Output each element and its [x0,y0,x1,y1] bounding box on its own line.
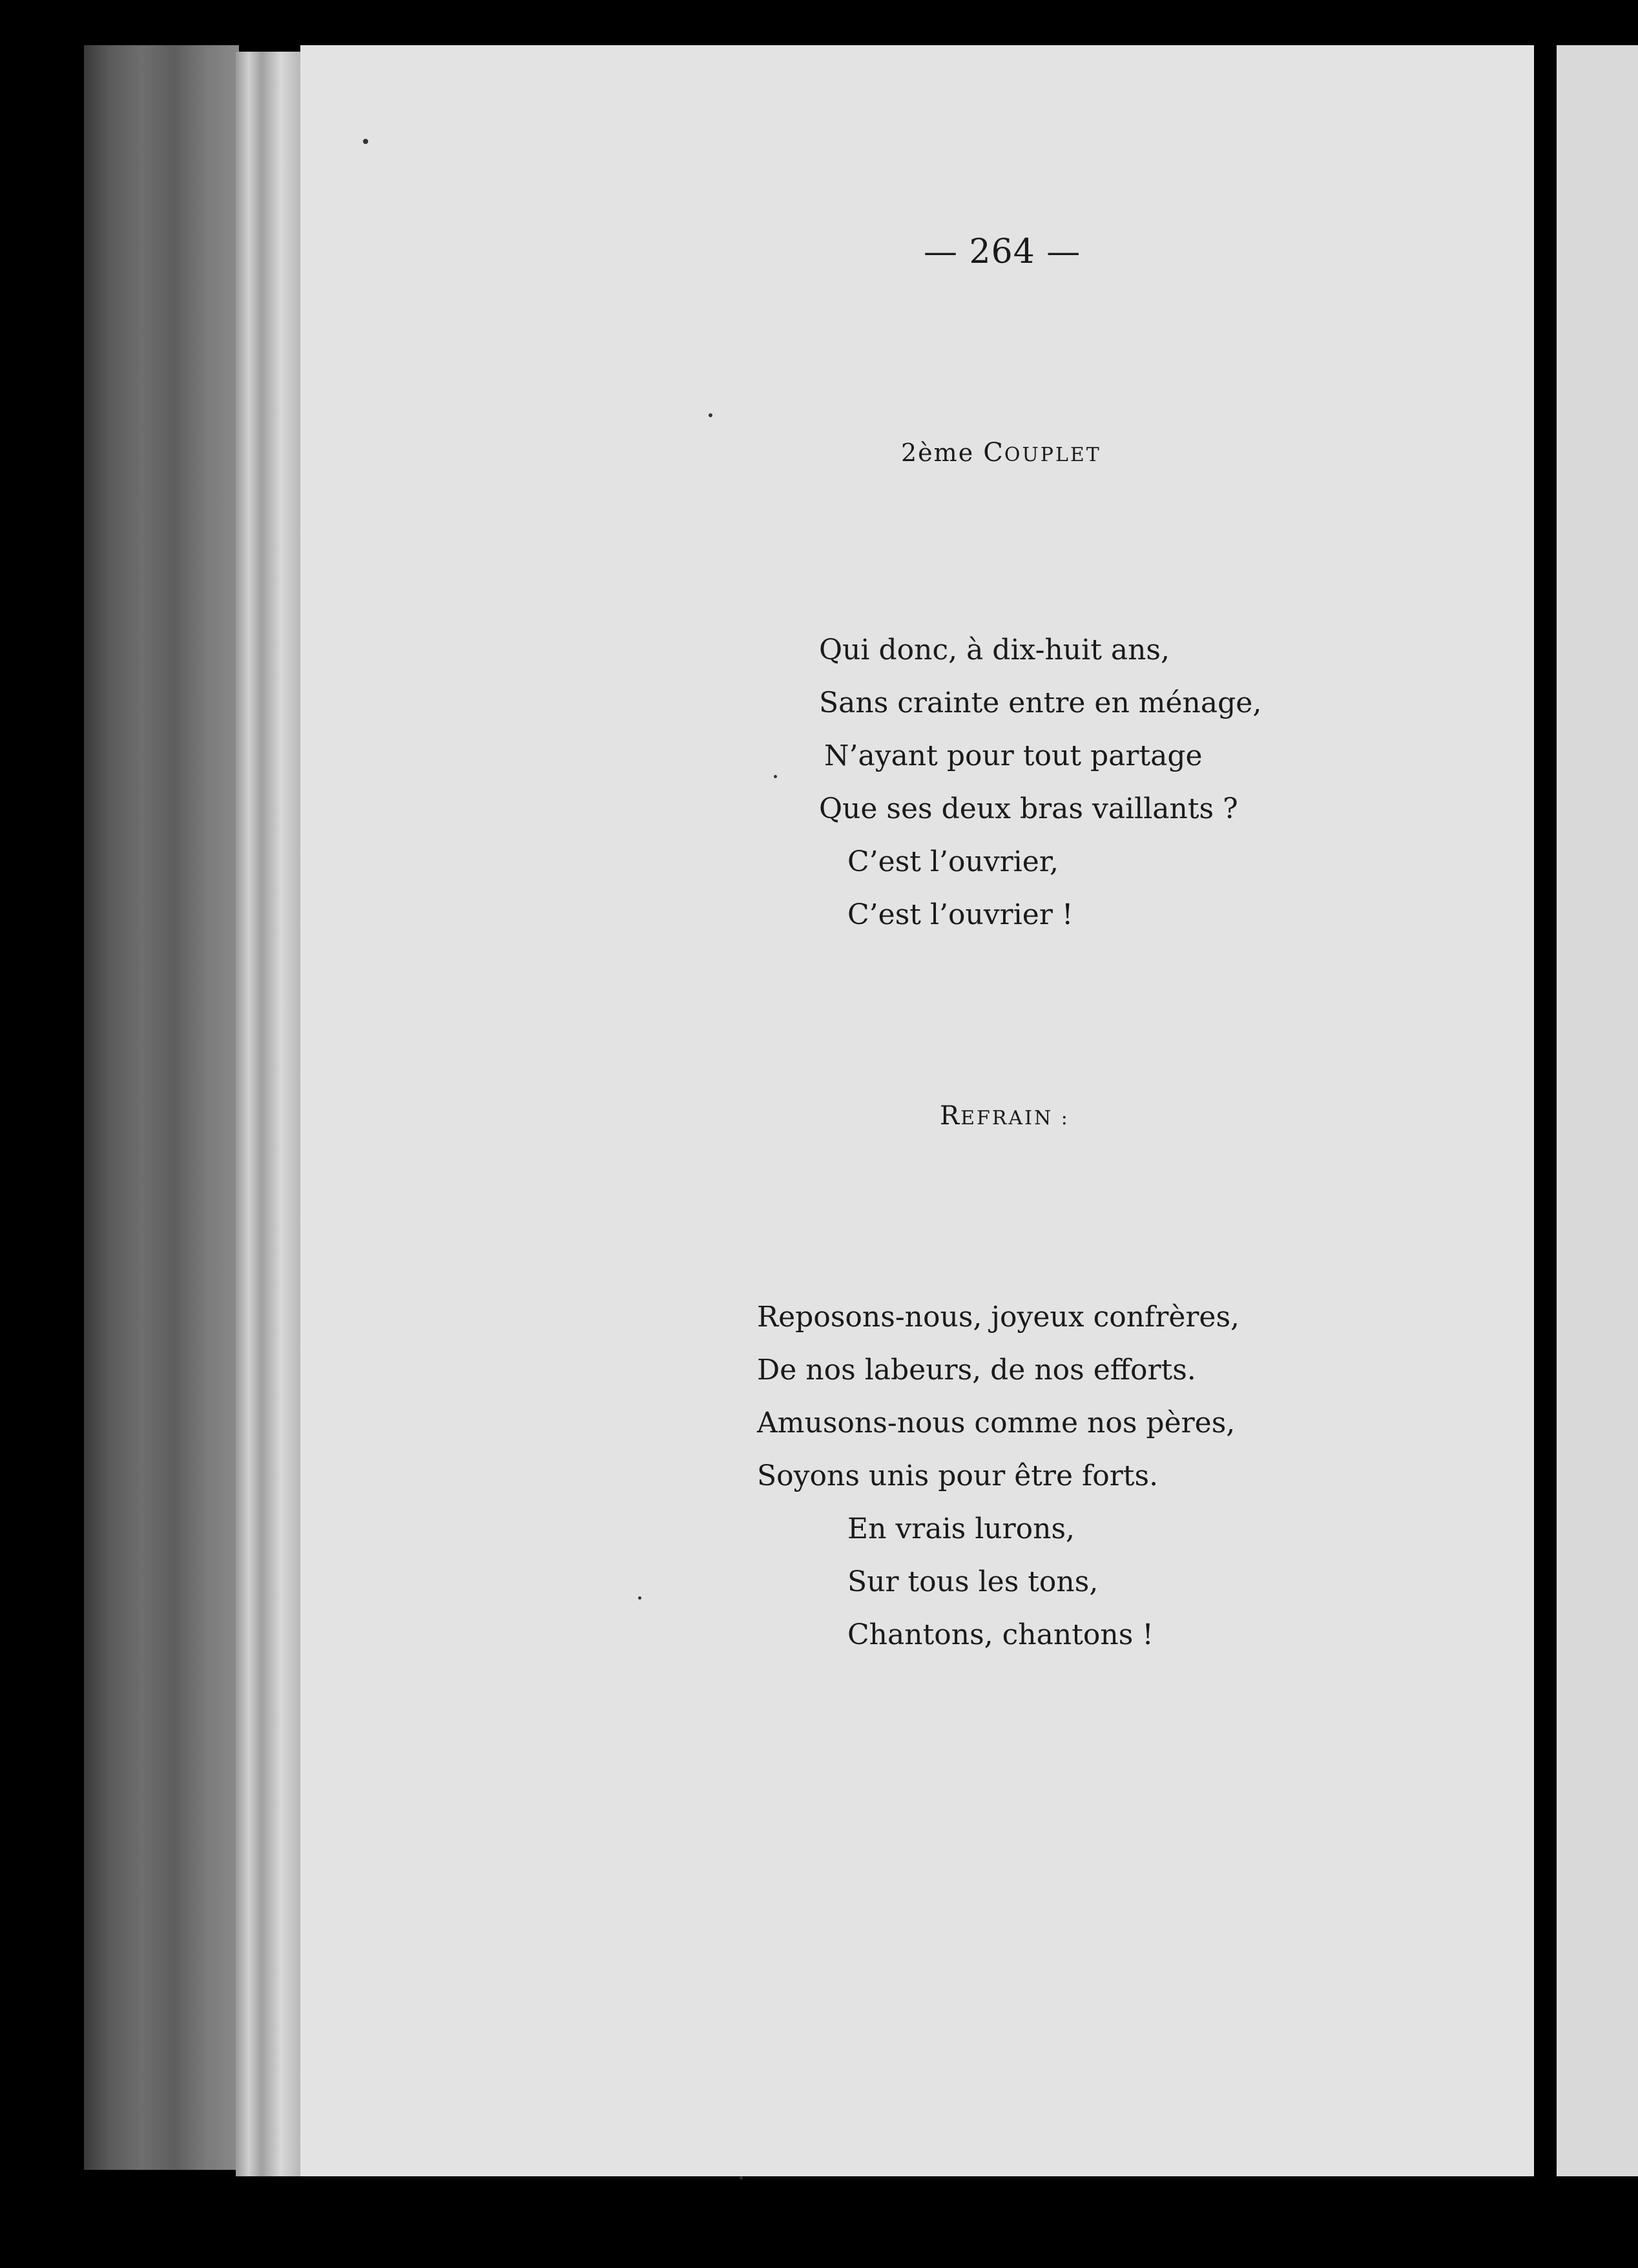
dust-speck [709,413,712,417]
couplet-heading-prefix: 2ème [901,438,984,467]
refrain-line: Soyons unis pour être forts. [757,1459,1159,1492]
refrain-line: Chantons, chantons ! [847,1618,1154,1651]
dust-speck [638,1596,641,1600]
dust-speck [774,775,777,778]
refrain-heading-initial: R [940,1101,961,1131]
dust-speck [363,139,368,144]
couplet-heading-initial: C [983,438,1004,468]
couplet-heading [901,438,1101,468]
book-page [300,45,1534,2176]
couplet-line: C’est l’ouvrier, [847,845,1059,878]
couplet-line: Qui donc, à dix-huit ans, [819,634,1170,666]
refrain-heading [940,1101,1070,1131]
refrain-line: En vrais lurons, [847,1512,1075,1545]
couplet-heading-rest: OUPLET [1004,444,1101,466]
facing-page-edge [1557,45,1638,2176]
refrain-line: De nos labeurs, de nos efforts. [757,1354,1196,1387]
page-block-edge-light [236,52,300,2176]
page-block-edge [84,45,239,2170]
dust-speck [740,2176,743,2180]
refrain-line: Amusons-nous comme nos pères, [757,1407,1236,1439]
refrain-heading-rest: EFRAIN : [960,1107,1070,1129]
page-number: — 264 — [924,232,1081,271]
refrain-line: Reposons-nous, joyeux confrères, [757,1301,1240,1334]
couplet-line: Que ses deux bras vaillants ? [819,792,1238,825]
refrain-line: Sur tous les tons, [847,1565,1099,1598]
couplet-line: Sans crainte entre en ménage, [819,686,1262,719]
couplet-line: N’ayant pour tout partage [824,739,1203,772]
couplet-line: C’est l’ouvrier ! [847,898,1073,931]
